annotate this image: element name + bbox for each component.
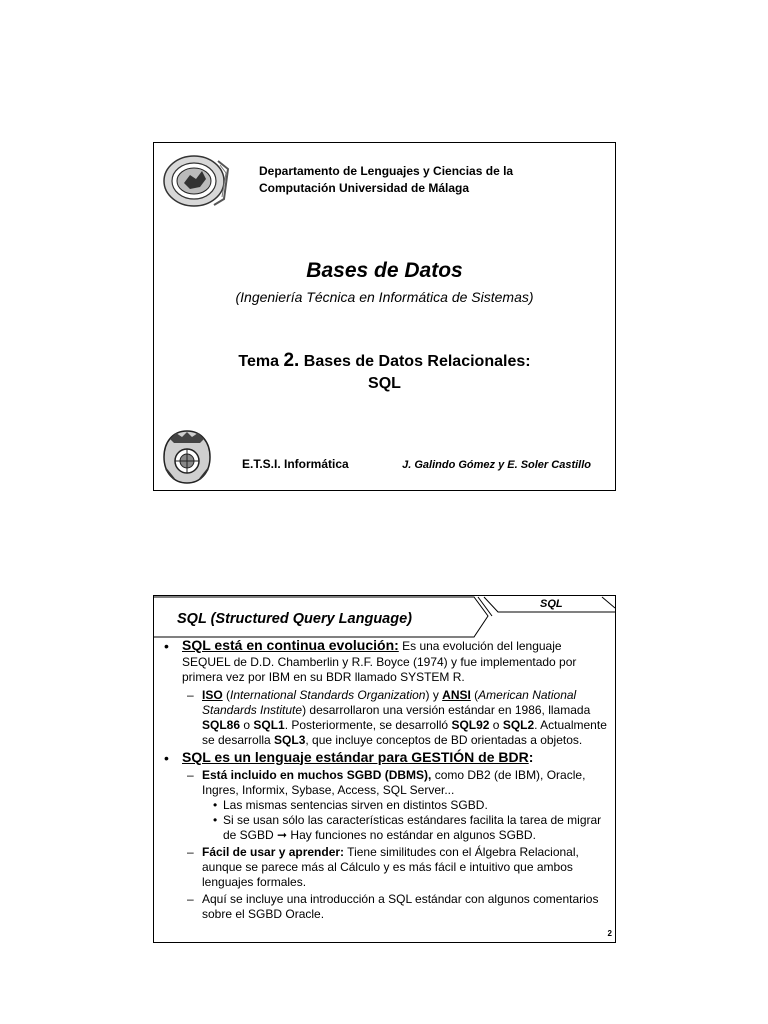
school-name: E.T.S.I. Informática <box>242 457 349 471</box>
text-run: ) y <box>425 687 443 702</box>
sub-bullet-easy <box>154 845 607 890</box>
dash-mark: – <box>187 687 194 702</box>
course-title: Bases de Datos <box>306 259 463 282</box>
sql92-term: SQL92 <box>451 717 490 732</box>
text-run: ( <box>222 687 231 702</box>
dash-mark: – <box>187 892 194 906</box>
sql86-term: SQL86 <box>202 717 241 732</box>
bullet-mark: • <box>213 813 218 827</box>
bullet-mark: • <box>164 749 169 766</box>
item-text: Si se usan sólo las características estándares facilita la tarea de migrar de SGBD <box>223 813 602 842</box>
arrow-icon: ➞ <box>277 828 288 842</box>
title-slide <box>153 142 616 491</box>
bullet-evolution <box>154 638 607 686</box>
bullet-lead: SQL es un lenguaje estándar para GESTIÓN de BDR <box>182 748 529 765</box>
item-text: Las mismas sentencias sirven en distintos SGBD. <box>223 798 488 812</box>
bullet-text: Es una evolución del lenguaje SEQUEL de D.D. Chamberlin y R.F. Boyce (1974) y fue implementado por primera vez por IBM en su BDR llamado SYSTEM R. <box>182 639 577 684</box>
department-name: Departamento de Lenguajes y Ciencias de la Computación Universidad de Málaga <box>259 164 514 195</box>
topic-heading <box>154 350 615 395</box>
ansi-term: ANSI <box>442 687 471 702</box>
bullet-mark: • <box>164 638 169 654</box>
school-crest-icon <box>160 429 214 485</box>
bullet-standard-language <box>154 750 607 767</box>
topic-label: Tema <box>238 353 280 370</box>
bullet-lead: SQL está en continua evolución: <box>182 637 399 653</box>
item-text-cont: Hay funciones no estándar en algunos SGBD. <box>287 828 536 842</box>
slide-title: SQL (Structured Query Language) <box>177 611 412 627</box>
sub-bullet-standards <box>154 688 607 748</box>
item-same-statements <box>154 798 607 813</box>
authors: J. Galindo Gómez y E. Soler Castillo <box>402 459 591 471</box>
topic-subtitle: SQL <box>368 375 401 392</box>
dash-mark: – <box>187 845 194 859</box>
text-run: , que incluye conceptos de BD orientadas a objetos. <box>305 732 583 747</box>
ansi-full-name: American National Standards Institute <box>202 687 577 717</box>
text-run: o <box>240 717 254 732</box>
sql1-term: SQL1 <box>253 717 285 732</box>
easy-lead: Fácil de usar y aprender: <box>202 845 345 859</box>
easy-text: Tiene similitudes con el Álgebra Relacional, aunque se parece más al Cálculo y es más fácil e intuitivo que ambos lenguajes formales. <box>202 845 579 889</box>
dbms-text: como DB2 (de IBM), Oracle, Ingres, Informix, Sybase, Access, SQL Server... <box>202 768 586 797</box>
iso-term: ISO <box>202 687 223 702</box>
item-migrate <box>154 813 607 843</box>
intro-text: Aquí se incluye una introducción a SQL estándar con algunos comentarios sobre el SGBD Oracle. <box>202 892 599 921</box>
text-run: o <box>489 717 503 732</box>
sql3-term: SQL3 <box>274 732 306 747</box>
text-run: ( <box>470 687 479 702</box>
bullet-mark: • <box>213 798 218 812</box>
bullet-colon: : <box>528 748 534 765</box>
slide-tag: SQL <box>540 598 563 610</box>
dbms-lead: Está incluido en muchos SGBD (DBMS), <box>202 768 432 782</box>
iso-full-name: International Standards Organization <box>230 687 426 702</box>
text-run: . Actualmente se desarrolla <box>202 717 607 747</box>
slide-content <box>154 638 615 922</box>
sub-bullet-dbms <box>154 768 607 798</box>
text-run: . Posteriormente, se desarrolló <box>284 717 452 732</box>
topic-number: 2. <box>283 350 300 371</box>
text-run: ) desarrollaron una versión estándar en 1986, llamada <box>302 702 591 717</box>
page-number: 2 <box>607 929 612 938</box>
course-subtitle: (Ingeniería Técnica en Informática de Sistemas) <box>235 289 534 305</box>
sql2-term: SQL2 <box>502 717 535 732</box>
content-slide <box>153 595 616 943</box>
university-logo-icon <box>160 149 232 213</box>
topic-title: Bases de Datos Relacionales: <box>303 353 531 370</box>
dash-mark: – <box>187 768 194 782</box>
sub-bullet-intro <box>154 892 607 922</box>
